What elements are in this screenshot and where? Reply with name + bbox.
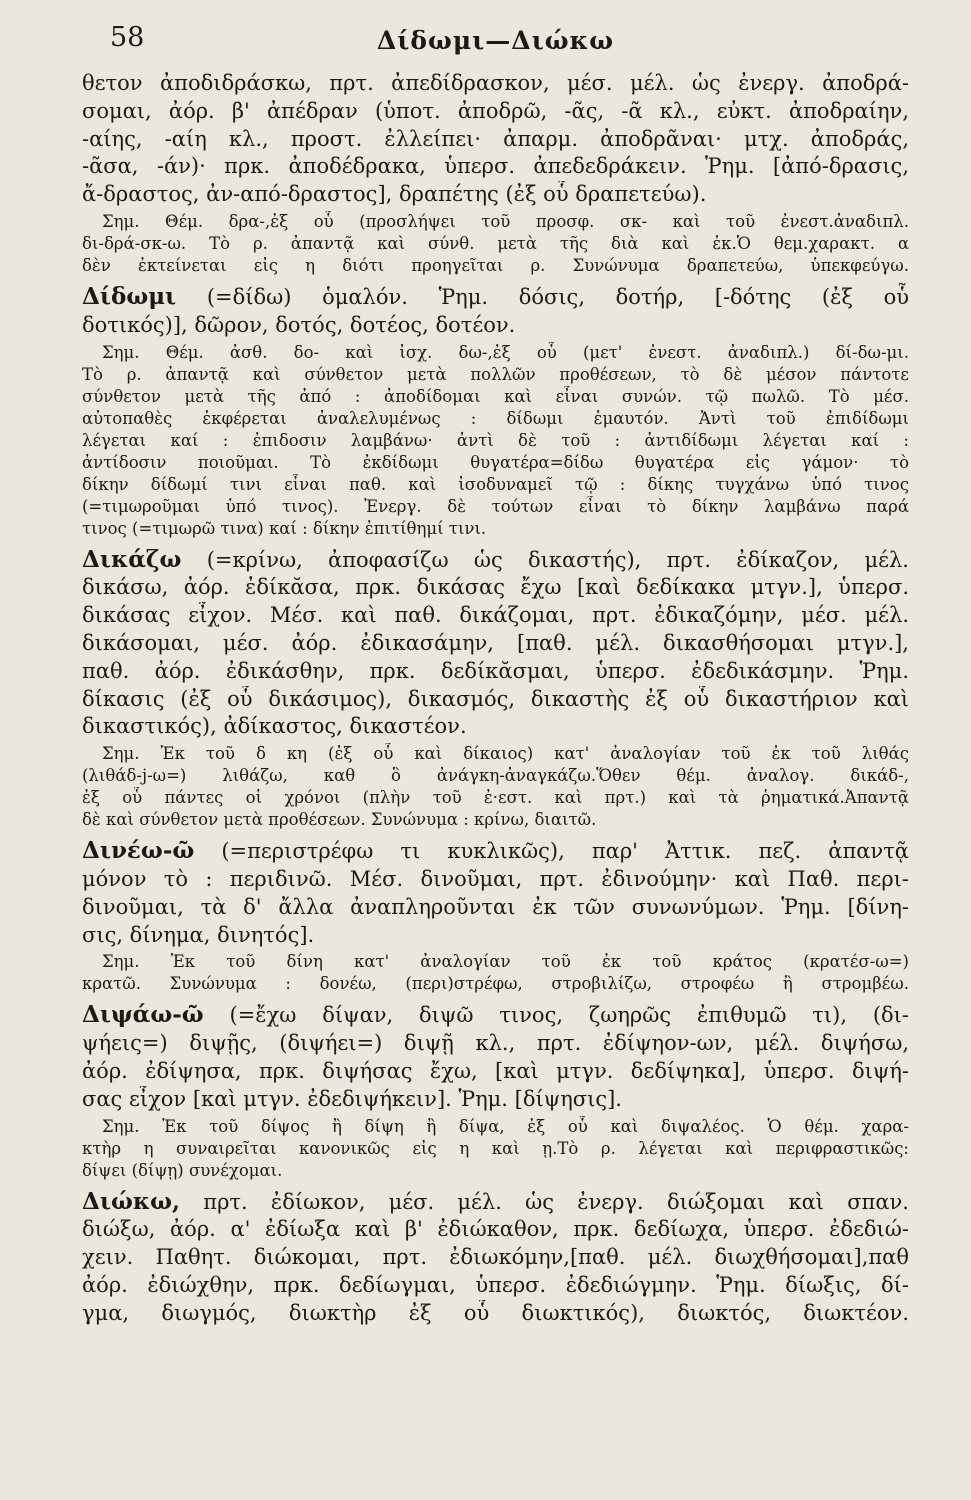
text-line xyxy=(82,546,909,575)
text-line: δικαστικός), ἀδίκαστος, δικαστέον. xyxy=(82,714,467,739)
text-line-content: (=ἔχω δίψαν, διψῶ τινος, ζωηρῶς ἐπιθυμῶ τι), (δι- xyxy=(229,1003,909,1028)
text-line: δικάσομαι, μέσ. ἀόρ. ἐδικασάμην, [παθ. μέλ. δικασθήσομαι μτγν.], xyxy=(82,630,909,655)
page-number: 58 xyxy=(110,22,145,53)
note-line: δὲ καὶ σύνθετον μετὰ προθέσεων. Συνώνυμα : κρίνω, διαιτῶ. xyxy=(82,810,597,830)
text-line xyxy=(82,1188,909,1217)
note-line: δίψει (δίψῃ) συνέχομαι. xyxy=(82,1160,283,1180)
entry-apodidrasko xyxy=(82,70,909,277)
entry-note xyxy=(82,743,909,831)
note-line: Σημ. Ἐκ τοῦ δίψος ἢ δίψη ἢ δίψα, ἐξ οὗ καὶ διψαλέος. Ὁ θέμ. χαρα- xyxy=(102,1116,909,1136)
text-line: χειν. Παθητ. διώκομαι, πρτ. ἐδιωκόμην,[παθ. μέλ. διωχθήσομαι],παθ xyxy=(82,1245,909,1270)
text-line xyxy=(82,1001,909,1030)
note-line: σύνθετον μετὰ τῆς ἀπό : ἀποδίδομαι καὶ εἶναι συνών. τῷ πωλῶ. Τὸ μέσ. xyxy=(82,386,909,406)
text-line: δοτικός)], δῶρον, δοτός, δοτέος, δοτέον. xyxy=(82,312,516,337)
entry-dioko xyxy=(82,1188,909,1328)
text-line: σις, δίνημα, δινητός]. xyxy=(82,922,315,947)
entry-note xyxy=(82,1116,909,1182)
note-line: Σημ. Θέμ. ἀσθ. δο- καὶ ἰσχ. δω-,ἐξ οὗ (μετ' ἐνεστ. ἀναδιπλ.) δί-δω-μι. xyxy=(102,342,909,362)
running-head: Δίδωμι—Διώκω xyxy=(376,26,615,55)
text-line-content: (=κρίνω, ἀποφασίζω ὡς δικαστής), πρτ. ἐδίκαζον, μέλ. xyxy=(206,547,909,572)
note-line: (=τιμωροῦμαι ὑπό τινος). Ἐνεργ. δὲ τούτων εἶναι τὸ δίκην λαμβάνω παρά xyxy=(82,496,909,516)
text-line: μόνον τὸ : περιδινῶ. Μέσ. δινοῦμαι, πρτ. ἐδινούμην· καὶ Παθ. περι- xyxy=(82,866,909,891)
note-line: Σημ. Θέμ. δρα-,ἐξ οὗ (προσλήψει τοῦ προσφ. σκ- καὶ τοῦ ἐνεστ.ἀναδιπλ. xyxy=(102,211,909,231)
headword: Δινέω-ῶ xyxy=(82,837,195,865)
text-line: σας εἶχον [καὶ μτγν. ἐδεδιψήκειν]. Ῥημ. [δίψησις]. xyxy=(82,1086,622,1111)
entry-dineo xyxy=(82,837,909,995)
note-line: Σημ. Ἐκ τοῦ δίνη κατ' ἀναλογίαν τοῦ ἐκ τοῦ κράτος (κρατέσ-ω=) xyxy=(102,952,909,972)
text-line: -αίης, -αίη κλ., προστ. ἐλλείπει· ἀπαρμ. ἀποδρᾶναι· μτχ. ἀποδράς, xyxy=(82,126,909,151)
text-line: διώξω, ἀόρ. α' ἐδίωξα καὶ β' ἐδιώκαθον, πρκ. δεδίωχα, ὑπερσ. ἐδεδιώ- xyxy=(82,1217,909,1242)
text-line: ἀόρ. ἐδίψησα, πρκ. διψήσας ἔχω, [καὶ μτγν. δεδίψηκα], ὑπερσ. διψή- xyxy=(82,1058,909,1083)
text-line: γμα, διωγμός, διωκτὴρ ἐξ οὗ διωκτικός), διωκτός, διωκτέον. xyxy=(82,1300,909,1325)
text-line: σομαι, ἀόρ. β' ἀπέδραν (ὑποτ. ἀποδρῶ, -ᾶς, -ᾶ κλ., εὐκτ. ἀποδραίην, xyxy=(82,98,909,123)
text-line: ἄ-δραστος, ἀν-από-δραστος], δραπέτης (ἐξ οὗ δραπετεύω). xyxy=(82,182,707,207)
text-line: δικάσω, ἀόρ. ἐδίκᾰσα, πρκ. δικάσας ἔχω [καὶ δεδίκακα μτγν.], ὑπερσ. xyxy=(82,575,909,600)
entry-note xyxy=(82,951,909,995)
entry-dikazo xyxy=(82,546,909,832)
note-line: ἀντίδοσιν ποιοῦμαι. Τὸ ἐκδίδωμι θυγατέρα=δίδω θυγατέρα εἰς γάμον· τὸ xyxy=(82,452,909,472)
note-line: δὲν ἐκτείνεται εἰς η διότι προηγεῖται ρ. Συνώνυμα δραπετεύω, ὑπεκφεύγω. xyxy=(82,255,909,275)
text-line: ψήεις=) διψῇς, (διψήει=) διψῇ κλ., πρτ. ἐδίψηον-ων, μέλ. διψήσω, xyxy=(82,1031,909,1056)
entry-note xyxy=(82,342,909,540)
text-line xyxy=(82,837,909,866)
note-line: τινος (=τιμωρῶ τινα) καί : δίκην ἐπιτίθημί τινι. xyxy=(82,518,487,538)
note-line: κτὴρ η συναιρεῖται κανονικῶς εἰς η καὶ ῃ.Τὸ ρ. λέγεται καὶ περιφραστικῶς: xyxy=(82,1138,909,1158)
note-line: Σημ. Ἐκ τοῦ δ κη (ἐξ οὗ καὶ δίκαιος) κατ' ἀναλογίαν τοῦ ἐκ τοῦ λιθάς xyxy=(102,744,909,764)
note-line: λέγεται καί : ἐπιδοσιν λαμβάνω· ἀντὶ δὲ τοῦ : ἀντιδίδωμι λέγεται καί : xyxy=(82,430,909,450)
note-line: ἐξ οὗ πάντες οἱ χρόνοι (πλὴν τοῦ ἐ·εστ. καὶ πρτ.) καὶ τὰ ῥηματικά.Ἀπαντᾷ xyxy=(82,788,909,808)
page-header xyxy=(82,22,909,70)
note-line: κρατῶ. Συνώνυμα : δονέω, (περι)στρέφω, στροβιλίζω, στροφέω ἢ στρομβέω. xyxy=(82,974,909,994)
text-line: δίκασις (ἐξ οὗ δικάσιμος), δικασμός, δικαστὴς ἐξ οὗ δικαστήριον καὶ xyxy=(82,686,909,711)
note-line: δίκην δίδωμί τινι εἶναι παθ. καὶ ἰσοδυναμεῖ τῷ : δίκης τυγχάνω ὑπό τινος xyxy=(82,474,909,494)
headword: Διψάω-ῶ xyxy=(82,1001,204,1029)
entry-didomi xyxy=(82,283,909,540)
note-line: δι-δρά-σκ-ω. Τὸ ρ. ἀπαντᾷ καὶ σύνθ. μετὰ τῆς διὰ καὶ ἐκ.Ὁ θεμ.χαρακτ. α xyxy=(82,233,909,253)
text-line: θετον ἀποδιδράσκω, πρτ. ἀπεδίδρασκον, μέσ. μέλ. ὡς ἐνεργ. ἀποδρά- xyxy=(82,71,909,95)
text-line: -ᾶσα, -άν)· πρκ. ἀποδέδρακα, ὑπερσ. ἀπεδεδράκειν. Ῥημ. [ἀπό-δρασις, xyxy=(82,154,909,179)
note-line: (λιθάδ-j-ω=) λιθάζω, καθ ὃ ἀνάγκη-ἀναγκάζω.Ὅθεν θέμ. ἀναλογ. δικάδ-, xyxy=(82,766,909,786)
text-line: ἀόρ. ἐδιώχθην, πρκ. δεδίωγμαι, ὑπερσ. ἐδεδιώγμην. Ῥημ. δίωξις, δί- xyxy=(82,1272,909,1297)
text-line-content: πρτ. ἐδίωκον, μέσ. μέλ. ὡς ἐνεργ. διώξομαι καὶ σπαν. xyxy=(203,1189,909,1214)
text-line: παθ. ἀόρ. ἐδικάσθην, πρκ. δεδίκᾰσμαι, ὑπερσ. ἐδεδικάσμην. Ῥημ. xyxy=(82,658,909,683)
note-line: Τὸ ρ. ἀπαντᾷ καὶ σύνθετον μετὰ πολλῶν προθέσεων, τὸ δὲ μέσον πάντοτε xyxy=(82,364,909,384)
note-line: αὐτοπαθὲς ἐκφέρεται ἀναλελυμένως : δίδωμι ἐμαυτόν. Ἀντὶ τοῦ ἐπιδίδωμι xyxy=(82,408,909,428)
text-line: δικάσας εἶχον. Μέσ. καὶ παθ. δικάζομαι, πρτ. ἐδικαζόμην, μέσ. μέλ. xyxy=(82,603,909,628)
text-line: δινοῦμαι, τὰ δ' ἄλλα ἀναπληροῦνται ἐκ τῶν συνωνύμων. Ῥημ. [δίνη- xyxy=(82,894,909,919)
text-line-content: (=περιστρέφω τι κυκλικῶς), παρ' Ἀττικ. πεζ. ἀπαντᾷ xyxy=(221,839,909,864)
entry-note xyxy=(82,211,909,277)
headword: Διώκω, xyxy=(82,1187,181,1215)
headword: Δικάζω xyxy=(82,545,182,573)
headword: Δίδωμι xyxy=(82,282,177,310)
entry-dipsao xyxy=(82,1001,909,1181)
text-line-content: (=δίδω) ὁμαλόν. Ῥημ. δόσις, δοτήρ, [-δότης (ἐξ οὗ xyxy=(206,284,909,309)
text-line xyxy=(82,283,909,312)
